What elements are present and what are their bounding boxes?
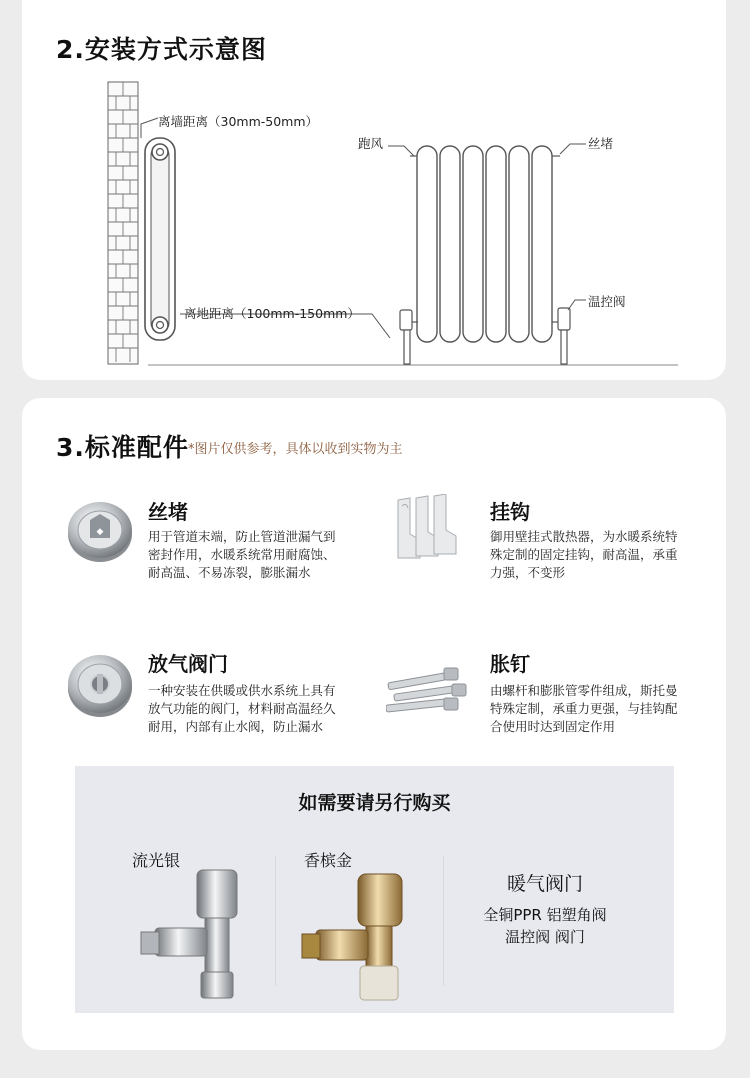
- variant-silver-label: 流光银: [132, 851, 181, 870]
- section2-title: 2.安装方式示意图: [56, 35, 267, 64]
- radiator-valve-desc-line2: 温控阀 阀门: [505, 928, 585, 946]
- accessory-hook-title: 挂钩: [490, 500, 530, 524]
- vent-label: 跑风: [358, 136, 384, 151]
- accessory-hook-desc: 御用壁挂式散热器，为水暖系统特殊定制的固定挂钩，耐高温，承重力强，不变形: [490, 529, 678, 580]
- plug-label: 丝堵: [588, 136, 614, 151]
- accessory-air-valve-title: 放气阀门: [148, 652, 228, 676]
- air-valve-icon: [64, 644, 136, 722]
- radiator-valve-title: 暖气阀门: [506, 873, 583, 895]
- section3-note: *图片仅供参考，具体以收到实物为主: [188, 442, 403, 457]
- floor-distance-label: 离地距离（100mm-150mm）: [184, 306, 360, 321]
- optional-purchase-box: [75, 766, 674, 1013]
- optional-purchase-title: 如需要请另行购买: [298, 792, 451, 814]
- hook-icon: [392, 494, 468, 568]
- wall-distance-label: 离墙距离（30mm-50mm）: [158, 114, 319, 129]
- thermo-valve-label: 温控阀: [588, 294, 626, 309]
- svg-text:◆: ◆: [96, 527, 104, 537]
- silver-valve-icon: [135, 868, 255, 1002]
- divider: [443, 856, 444, 986]
- accessory-plug-desc: 用于管道末端，防止管道泄漏气到密封作用，水暖系统常用耐腐蚀、耐高温、不易冻裂，膨胀漏水: [148, 529, 336, 580]
- radiator-valve-desc-line1: 全铜PPR 铝塑角阀: [483, 906, 607, 924]
- gold-valve-icon: [300, 868, 420, 1002]
- accessory-anchor-title: 胀钉: [490, 652, 530, 676]
- radiator-front-view: [417, 146, 552, 342]
- anchor-bolt-icon: [386, 664, 476, 720]
- plug-icon: [64, 490, 138, 568]
- variant-gold-label: 香槟金: [304, 851, 353, 870]
- installation-diagram: [0, 0, 750, 380]
- radiator-valve-desc: [455, 904, 635, 948]
- accessory-plug-title: 丝堵: [148, 500, 188, 524]
- accessory-anchor-desc: 由螺杆和膨胀管零件组成，斯托曼特殊定制，承重力更强，与挂钩配合使用时达到固定作用: [490, 683, 678, 734]
- accessory-air-valve-desc: 一种安装在供暖或供水系统上具有放气功能的阀门，材料耐高温经久耐用，内部有止水阀，防止漏水: [148, 683, 336, 734]
- section3-title: 3.标准配件: [56, 433, 189, 462]
- radiator-side-view: [145, 138, 175, 340]
- divider: [275, 856, 276, 986]
